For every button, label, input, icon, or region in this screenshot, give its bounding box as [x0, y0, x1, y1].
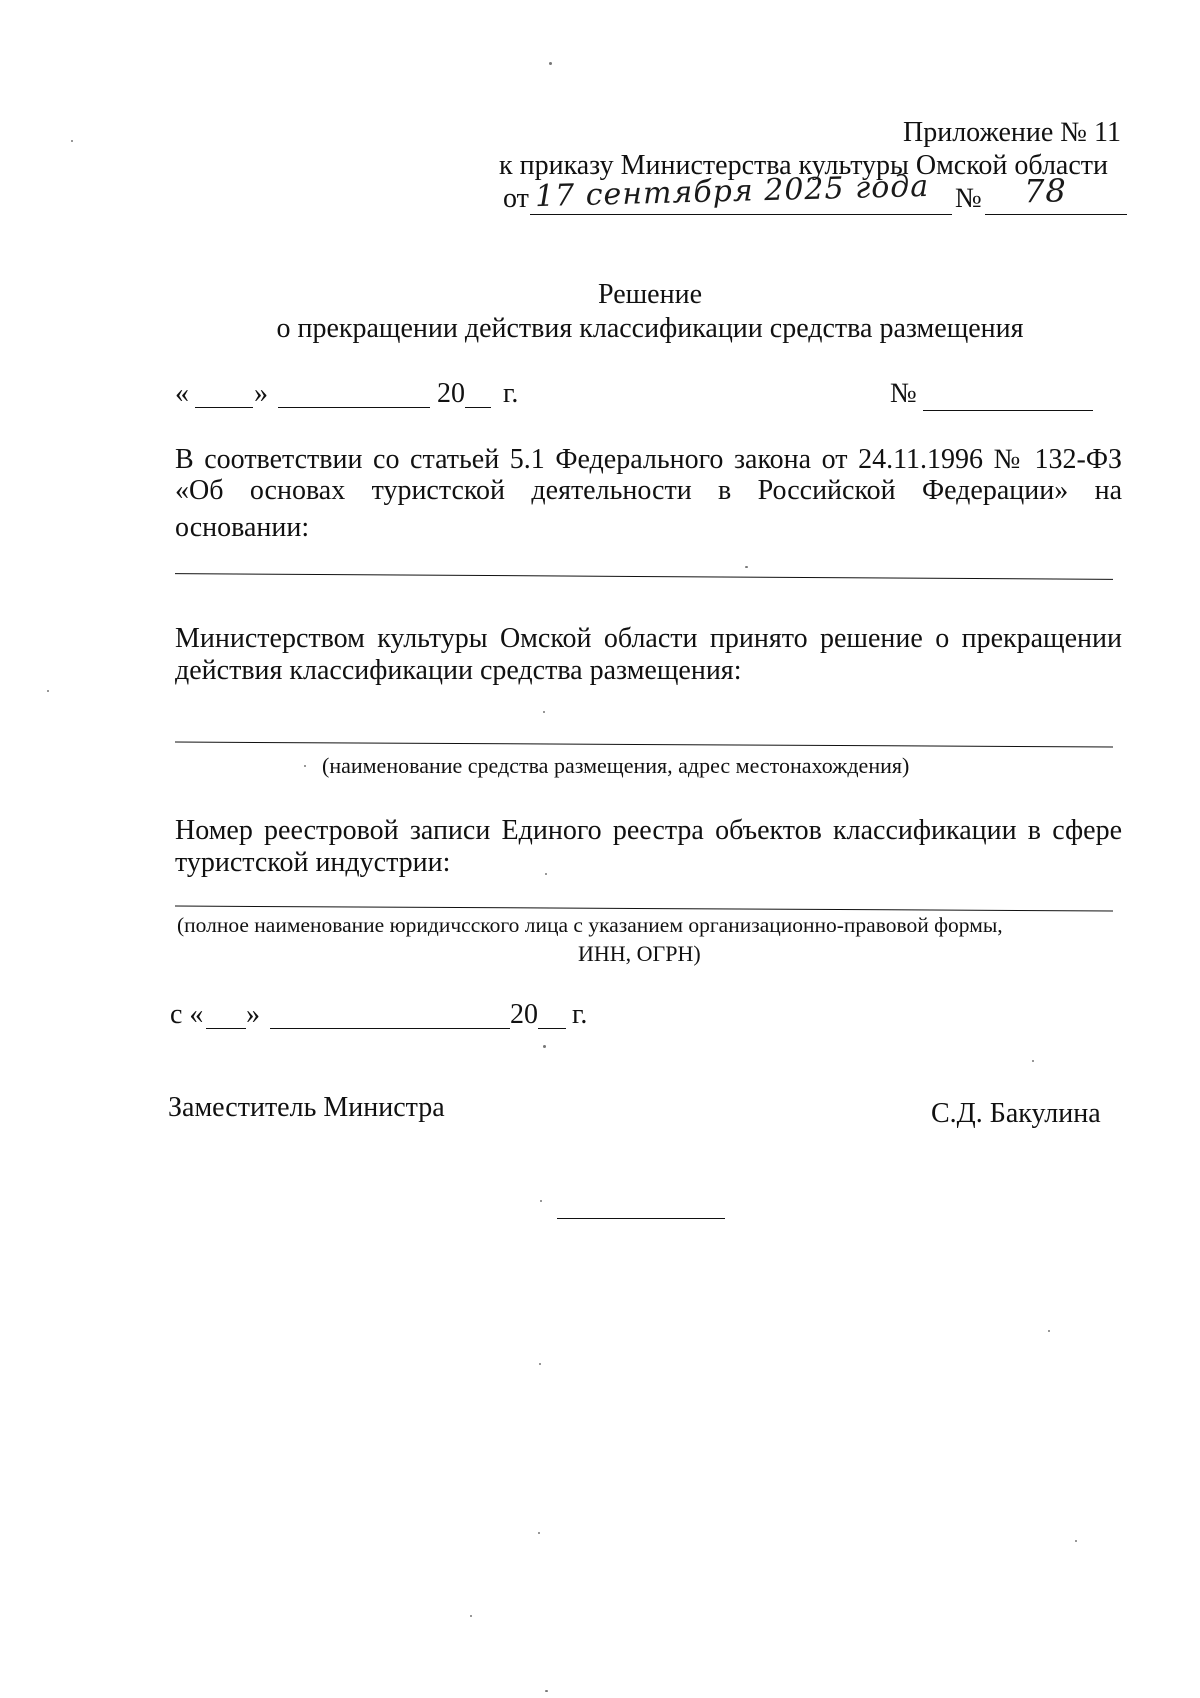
paragraph-registry-line-2: туристской индустрии: — [175, 847, 451, 878]
date-row-quote-open: « — [175, 378, 189, 409]
from-row-day-blank — [206, 1028, 246, 1029]
paragraph-decision-line-1: Министерством культуры Омской области принято решение о прекращении — [175, 623, 1122, 654]
date-underline — [530, 214, 952, 215]
number-underline — [985, 214, 1127, 215]
document-subtitle: о прекращении действия классификации средства размещения — [276, 313, 1024, 344]
date-row-year-blank — [465, 407, 491, 408]
scan-speck — [71, 140, 73, 142]
scan-speck — [539, 1363, 541, 1365]
signatory-name: С.Д. Бакулина — [931, 1098, 1101, 1129]
date-row-year-suffix: г. — [503, 378, 519, 409]
date-row-number-label: № — [890, 378, 917, 409]
date-row-number-blank — [923, 410, 1093, 411]
caption-legal-entity-line-1: (полное наименование юридичсского лица с указанием организационно-правовой формы, — [177, 913, 1003, 937]
date-prefix: от — [503, 183, 529, 214]
handwritten-date: 17 сентября 2025 года — [534, 168, 930, 215]
paragraph-legal-basis-line-3: основании: — [175, 512, 310, 543]
paragraph-registry — [175, 815, 1122, 846]
order-line: к приказу Министерства культуры Омской области — [499, 150, 1108, 181]
signatory-position: Заместитель Министра — [168, 1092, 445, 1123]
from-row-year-blank — [538, 1028, 566, 1029]
paragraph-legal-basis — [175, 444, 1122, 506]
date-row-day-blank — [195, 407, 253, 408]
scan-speck — [549, 62, 552, 65]
date-row-month-blank — [278, 407, 430, 408]
scan-speck — [543, 1045, 546, 1048]
scan-speck — [1032, 1060, 1034, 1062]
document-title: Решение — [597, 279, 702, 310]
date-row-quote-close: » — [254, 378, 268, 409]
paragraph-decision-line-2: действия классификации средства размещения: — [175, 655, 742, 686]
scan-speck — [538, 1532, 540, 1534]
paragraph-registry-line-1: Номер реестровой записи Единого реестра объектов классификации в сфере — [175, 815, 1122, 846]
scan-speck — [304, 765, 306, 767]
paragraph-decision — [175, 623, 1122, 654]
basis-blank-line — [175, 573, 1113, 580]
paragraph-legal-basis-line-1: В соответствии со статьей 5.1 Федерального закона от 24.11.1996 № 132-ФЗ — [175, 444, 1122, 475]
handwritten-number: 78 — [1024, 172, 1067, 210]
scan-speck — [1075, 1540, 1077, 1542]
appendix-line: Приложение № 11 — [903, 117, 1121, 148]
scan-speck — [543, 711, 545, 713]
scan-speck — [540, 1200, 542, 1202]
registry-blank-line — [175, 906, 1113, 912]
date-row-year-prefix: 20 — [437, 378, 465, 409]
caption-legal-entity-line-2: ИНН, ОГРН) — [578, 941, 701, 966]
scan-speck — [470, 1615, 472, 1617]
facility-blank-line — [175, 742, 1113, 748]
from-row-quote-close: » — [246, 999, 260, 1030]
from-row-year-suffix: г. — [572, 999, 588, 1030]
from-row-month-blank — [270, 1028, 510, 1029]
scan-speck — [745, 566, 748, 568]
paragraph-legal-basis-line-2: «Об основах туристской деятельности в Российской Федерации» на — [175, 475, 1122, 506]
closing-rule — [557, 1218, 725, 1219]
from-row-year-prefix: 20 — [510, 999, 538, 1030]
header-number-label: № — [955, 183, 982, 214]
scan-speck — [1048, 1330, 1050, 1332]
scan-speck — [545, 873, 547, 875]
scan-speck — [545, 1690, 548, 1692]
scan-speck — [47, 690, 49, 692]
from-row-prefix: с « — [170, 999, 204, 1030]
caption-facility: (наименование средства размещения, адрес местонахождения) — [322, 753, 910, 778]
